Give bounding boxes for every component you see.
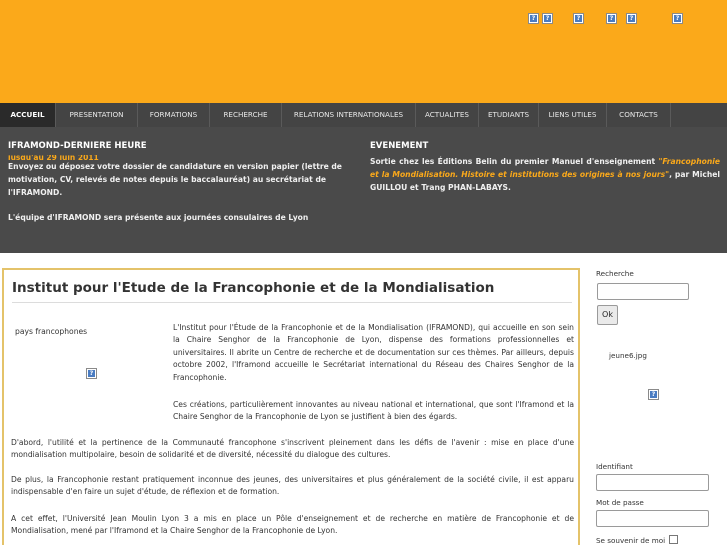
- remember-me-checkbox[interactable]: [669, 535, 678, 544]
- news-latest-title: IFRAMOND-DERNIERE HEURE: [8, 141, 147, 151]
- broken-image-icon[interactable]: ?: [606, 13, 617, 24]
- sidebar-image-caption: jeune6.jpg: [609, 351, 647, 360]
- news-event-text: [370, 155, 720, 194]
- news-event-text-start: Sortie chez les Éditions Belin du premier Manuel d'enseignement: [370, 157, 659, 166]
- body-paragraph-2: De plus, la Francophonie restant pratiquement inconnue des jeunes, des universitaires et plus généralement de la société civile, il est apparu indispensable d'en faire un sujet d'étude, de réflexion et de formation.: [11, 475, 574, 497]
- broken-image-icon[interactable]: ?: [672, 13, 683, 24]
- page-title: Institut pour l'Etude de la Francophonie et de la Mondialisation: [12, 280, 495, 296]
- news-event: [370, 141, 720, 194]
- password-label: Mot de passe: [596, 498, 644, 507]
- news-band: [0, 127, 727, 253]
- nav-item-etudiants[interactable]: ETUDIANTS: [479, 103, 539, 127]
- body-paragraph: D'abord, l'utilité et la pertinence de la Communauté francophone s'inscrivent pleinement dans les défis de l'avenir : mise en place d'une mondialisation multipolaire, besoin de solidarité et de diversité, nécessité du dialogue des cultures.: [11, 438, 574, 460]
- nav-item-accueil[interactable]: ACCUEIL: [0, 103, 56, 127]
- body-paragraph-3: A cet effet, l'Université Jean Moulin Lyon 3 a mis en place un Pôle d'enseignement et de recherche en matière de Francophonie et de Mondialisation, mené par l'Iframond et la Chaire Senghor de la Francophonie de Lyon.: [11, 514, 574, 536]
- nav-item-relations-internationales[interactable]: RELATIONS INTERNATIONALES: [282, 103, 416, 127]
- broken-image-icon[interactable]: ?: [542, 13, 553, 24]
- nav-item-presentation[interactable]: PRESENTATION: [56, 103, 138, 127]
- intro-paragraph-2: Ces créations, particulièrement innovantes au niveau national et international, que sont l'Iframond et la Chaire Senghor de la Francophonie de Lyon se justifient à bien des égards.: [173, 400, 574, 422]
- main-nav: [0, 103, 727, 127]
- broken-image-icon[interactable]: ?: [573, 13, 584, 24]
- nav-item-formations[interactable]: FORMATIONS: [138, 103, 210, 127]
- broken-image-icon: ?: [648, 389, 659, 400]
- login-input[interactable]: [596, 474, 709, 491]
- intro-paragraph: L'Institut pour l'Étude de la Francophonie et de la Mondialisation (IFRAMOND), qui accueille en son sein la Chaire Senghor de la Francophonie de Lyon, dispense des formations professionnelles et universitaires. Il abrite un Centre de recherche et de documentation sur ces thèmes. Par ailleurs, depuis octobre 2002, l'Iframond accueille le Secrétariat international du Réseau des Chaires Senghor de la Francophonie.: [173, 323, 574, 382]
- news-event-book-link[interactable]: "Francophonie et la Mondialisation. Histoire et institutions des origines à nos jours": [370, 157, 720, 179]
- main-content: [2, 268, 580, 545]
- broken-image-icon[interactable]: ?: [528, 13, 539, 24]
- title-divider: [12, 302, 572, 303]
- login-label: Identifiant: [596, 462, 633, 471]
- broken-image-icon: ?: [86, 368, 97, 379]
- news-latest: [8, 141, 348, 224]
- nav-item-liens-utiles[interactable]: LIENS UTILES: [539, 103, 607, 127]
- search-label: Recherche: [596, 269, 634, 278]
- news-latest-text-2: L'équipe d'IFRAMOND sera présente aux journées consulaires de Lyon: [8, 213, 309, 222]
- nav-item-contacts[interactable]: CONTACTS: [607, 103, 671, 127]
- news-latest-text: Envoyez ou déposez votre dossier de candidature en version papier (lettre de motivation, CV, relevés de notes depuis le baccalauréat) au secrétariat de l'IFRAMOND.: [8, 162, 342, 197]
- image-alt-text: pays francophones: [15, 327, 88, 336]
- search-button[interactable]: Ok: [597, 305, 618, 325]
- news-event-text-end: , par Michel GUILLOU et Trang PHAN-LABAYS.: [370, 170, 720, 192]
- broken-image-icon[interactable]: ?: [626, 13, 637, 24]
- nav-item-actualites[interactable]: ACTUALITES: [416, 103, 479, 127]
- news-latest-deadline: jusqu'au 29 juin 2011: [8, 155, 99, 160]
- search-input[interactable]: [597, 283, 689, 300]
- remember-me-label: Se souvenir de moi: [596, 536, 666, 545]
- password-input[interactable]: [596, 510, 709, 527]
- nav-item-recherche[interactable]: RECHERCHE: [210, 103, 282, 127]
- news-event-title: EVENEMENT: [370, 141, 429, 151]
- sidebar: [590, 263, 727, 545]
- site-header: [0, 0, 727, 103]
